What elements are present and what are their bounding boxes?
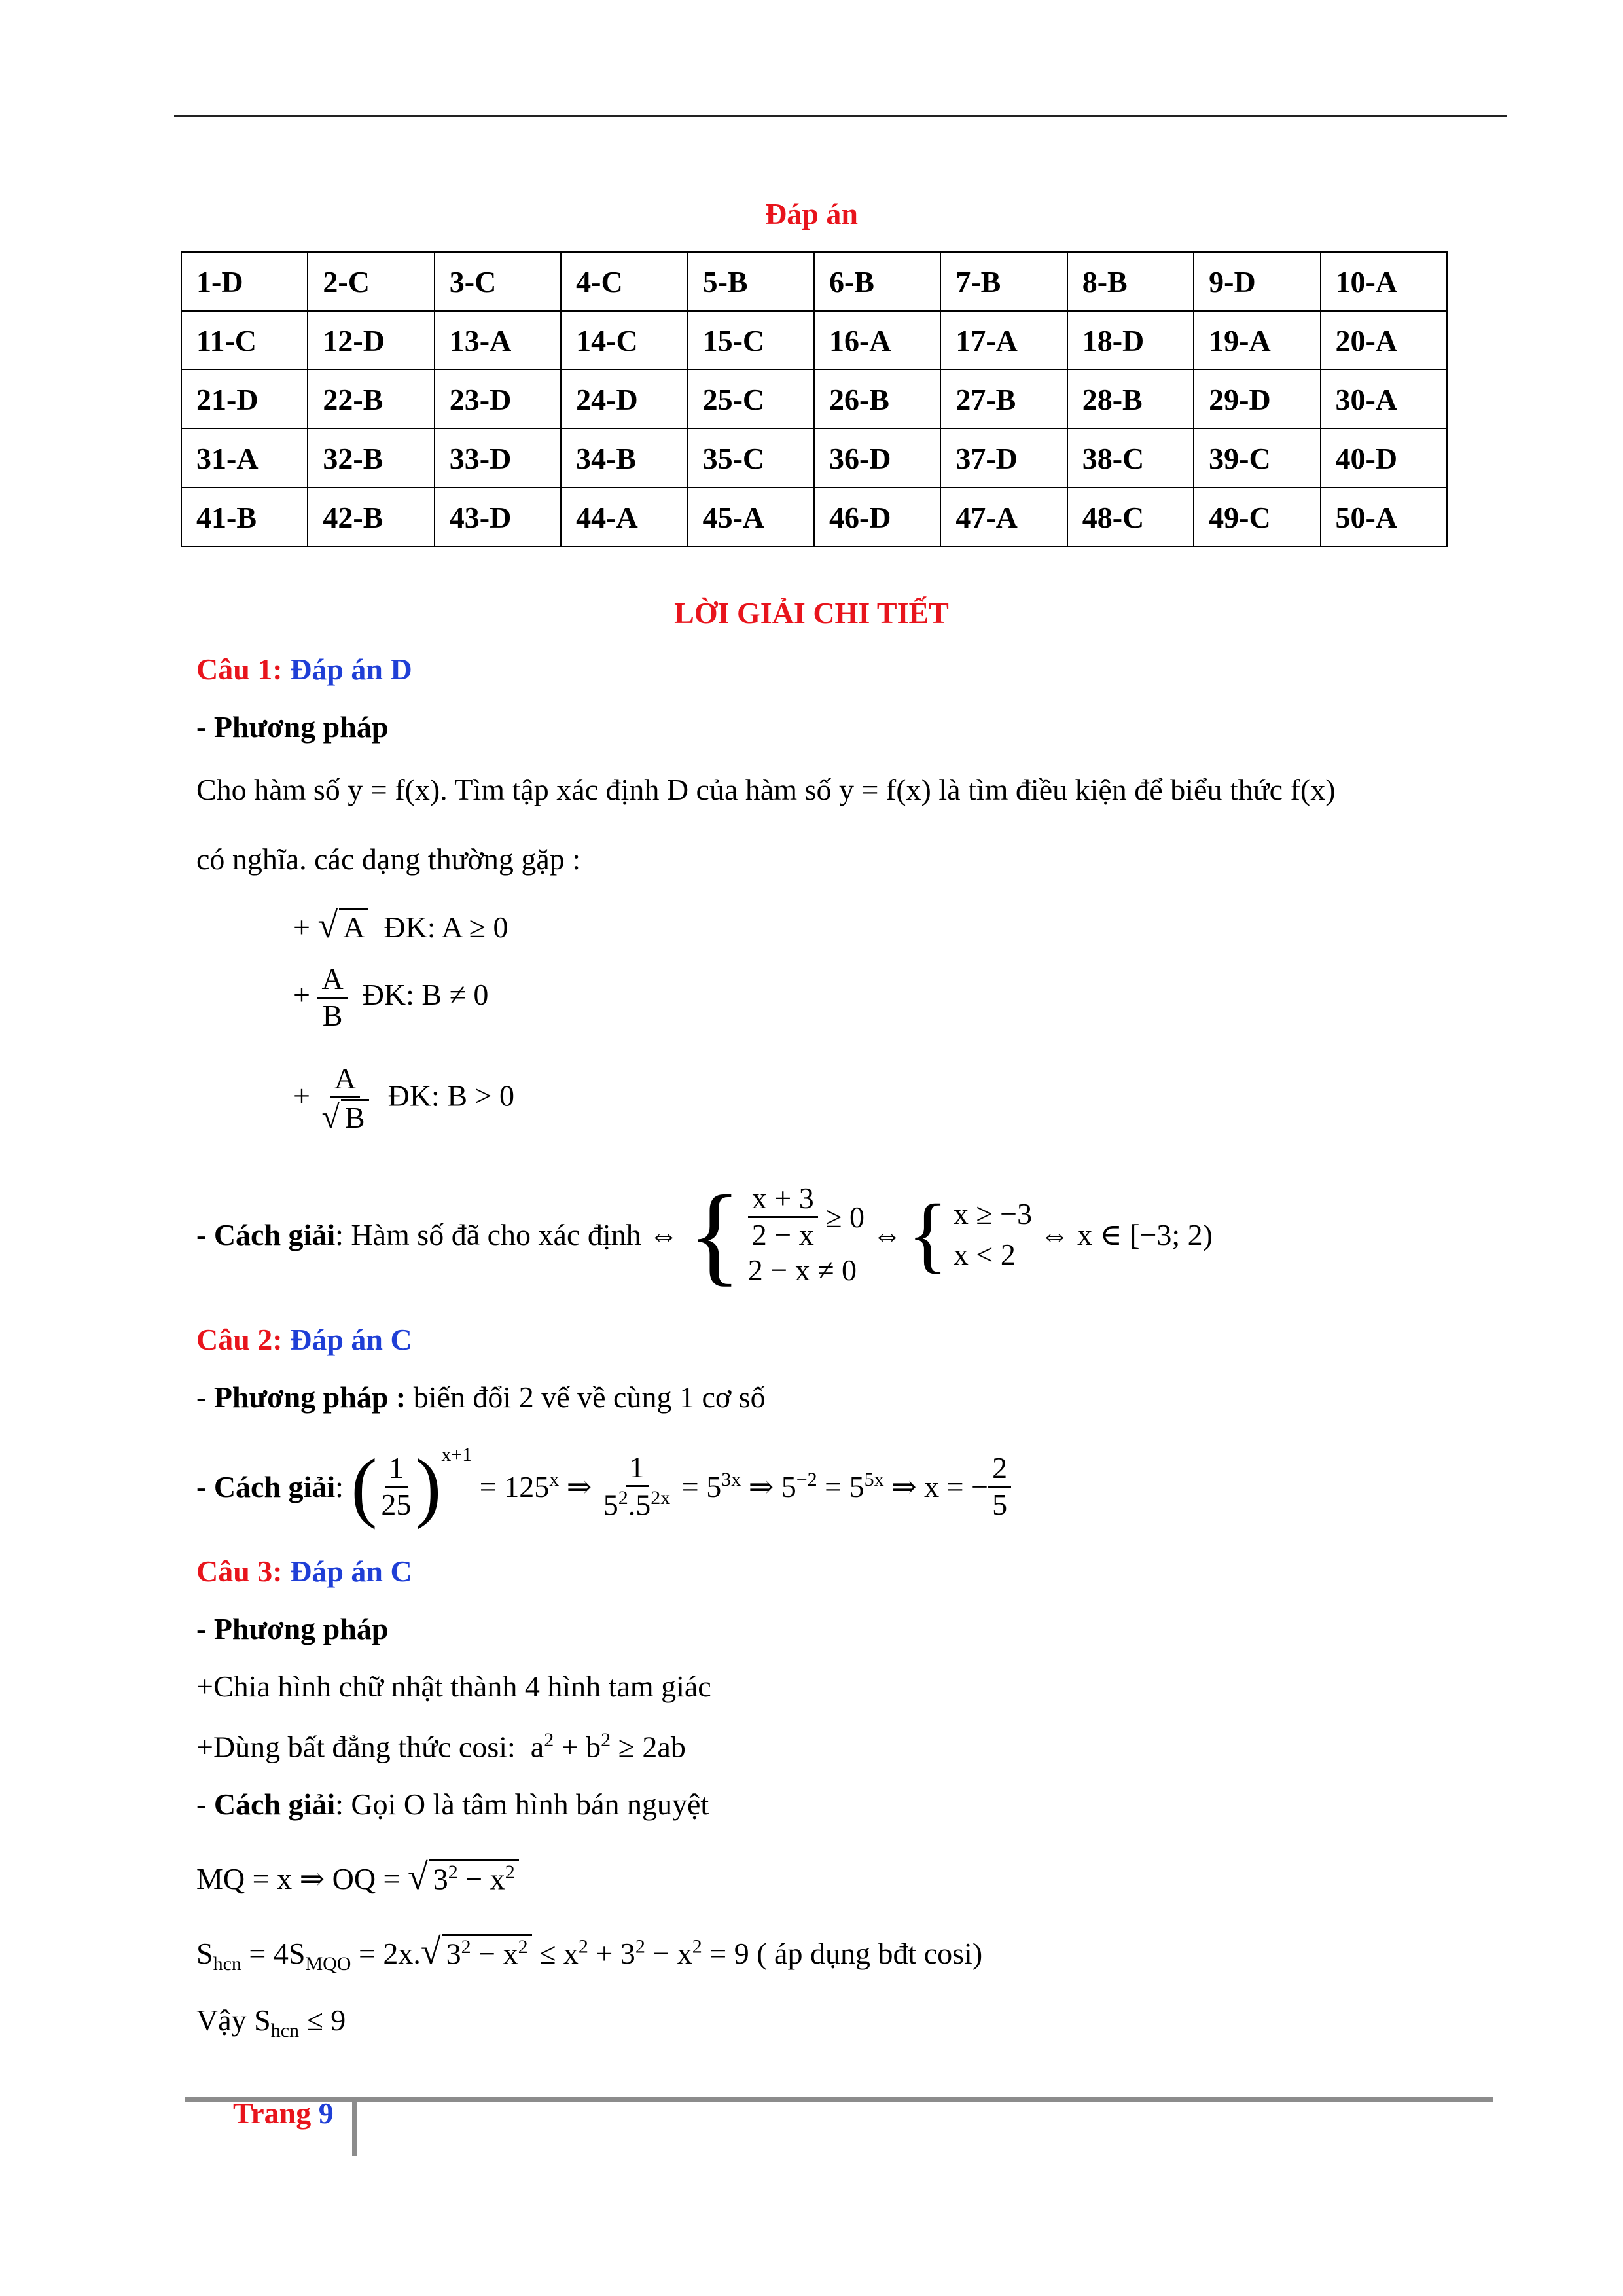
section-title: LỜI GIẢI CHI TIẾT (674, 596, 949, 630)
q1-sys1-num: x + 3 (748, 1181, 818, 1218)
answer-row (181, 252, 1447, 311)
q1-case3-cond: ĐK: B > 0 (387, 1079, 514, 1113)
q1-case2-cond: ĐK: B ≠ 0 (362, 977, 489, 1011)
answer-cell: 2-C (308, 252, 434, 311)
answer-cell: 6-B (814, 252, 940, 311)
q3-line3-a: Vậy S (196, 2003, 271, 2037)
q1-heading (196, 652, 412, 687)
q3-line2-sq3: 2 (578, 1935, 588, 1958)
q3-solve-label: - Cách giải (196, 1787, 336, 1821)
radical-icon: √ (408, 1857, 428, 1897)
brace-icon: { (907, 1187, 948, 1282)
q2-solution (196, 1437, 1011, 1535)
answer-cell: 41-B (181, 488, 308, 547)
q2-colon: : (335, 1469, 344, 1503)
answer-cell: 25-C (688, 370, 814, 429)
q1-case1-plus: + (293, 910, 310, 944)
answer-cell: 16-A (814, 311, 940, 370)
answer-cell: 8-B (1067, 252, 1194, 311)
answer-cell: 34-B (561, 429, 687, 488)
answer-cell: 50-A (1321, 488, 1447, 547)
answer-cell: 46-D (814, 488, 940, 547)
answer-cell: 13-A (435, 311, 561, 370)
answer-row (181, 370, 1447, 429)
answer-cell: 5-B (688, 252, 814, 311)
answer-row (181, 488, 1447, 547)
answer-cell: 36-D (814, 429, 940, 488)
answer-cell: 37-D (940, 429, 1067, 488)
answer-cell: 10-A (1321, 252, 1447, 311)
radical-icon: √ (317, 905, 338, 946)
q3-answer: Đáp án C (290, 1554, 412, 1588)
q1-iff: ⇔ (872, 1217, 902, 1251)
q2-eq2: = 5 (681, 1469, 722, 1503)
q2-arrow3: ⇒ x = − (891, 1470, 989, 1503)
q1-sys1-line2: 2 − x ≠ 0 (747, 1253, 857, 1287)
q1-system1 (748, 1181, 865, 1287)
q2-den-base2: .5 (628, 1488, 651, 1522)
q3-line2-sq2: 2 (518, 1935, 528, 1958)
brace-icon: { (688, 1173, 741, 1296)
answer-cell: 33-D (435, 429, 561, 488)
answer-cell: 35-C (688, 429, 814, 488)
q3-step2 (196, 1729, 686, 1764)
answer-cell: 47-A (940, 488, 1067, 547)
q2-den-exp1: 2 (618, 1486, 628, 1509)
answer-cell: 24-D (561, 370, 687, 429)
q3-line1-rad-a: 3 (433, 1862, 448, 1895)
answer-cell: 38-C (1067, 429, 1194, 488)
page-number: 9 (318, 2096, 334, 2130)
q1-method-label: - Phương pháp (196, 710, 389, 744)
q3-line1 (196, 1856, 519, 1898)
q3-line2-sub2: MQO (305, 1953, 351, 1975)
q3-line2-sub: hcn (213, 1953, 241, 1975)
q3-method-label: - Phương pháp (196, 1612, 389, 1645)
q1-solve-label: - Cách giải (196, 1217, 336, 1251)
q3-line2-rad-a: 3 (446, 1937, 461, 1970)
answer-cell: 27-B (940, 370, 1067, 429)
answer-cell: 44-A (561, 488, 687, 547)
q1-intro-b: . Tìm tập xác định D của hàm số y = f(x) là tìm điều kiện để biểu thức f(x) (440, 773, 1336, 806)
answer-cell: 42-B (308, 488, 434, 547)
answer-cell: 15-C (688, 311, 814, 370)
answer-cell: 49-C (1194, 488, 1320, 547)
q1-sys1-den: 2 − x (751, 1218, 814, 1251)
answer-title: Đáp án (765, 197, 858, 230)
answer-cell: 32-B (308, 429, 434, 488)
answer-cell: 21-D (181, 370, 308, 429)
answer-table (181, 251, 1448, 547)
q2-heading (196, 1322, 412, 1357)
answer-cell: 20-A (1321, 311, 1447, 370)
q3-step2-b: + b (554, 1730, 601, 1764)
q1-case3-frac (317, 1062, 372, 1136)
q3-step2-text: +Dùng bất đẳng thức cosi: (196, 1730, 516, 1764)
q1-answer: Đáp án D (290, 653, 412, 686)
q2-eq3: = 5 (825, 1469, 865, 1503)
q3-line2-f: − x (645, 1937, 692, 1970)
q2-den-base1: 5 (603, 1488, 618, 1522)
paren-left-icon: ( (351, 1443, 378, 1530)
q3-line1-rad-b: − x (457, 1862, 505, 1895)
q3-line2-sq1: 2 (461, 1935, 471, 1958)
q1-case1-cond: ĐK: A ≥ 0 (383, 910, 508, 944)
answer-cell: 30-A (1321, 370, 1447, 429)
q1-system2 (954, 1194, 1032, 1275)
q1-sys1-rel: ≥ 0 (825, 1200, 865, 1234)
q1-intro-line2: có nghĩa. các dạng thường gặp : (196, 842, 581, 876)
q3-line2-a: S (196, 1937, 213, 1970)
q3-line2-c: = 2x. (351, 1937, 421, 1970)
answer-cell: 9-D (1194, 252, 1320, 311)
q2-arrow1: ⇒ (566, 1470, 592, 1503)
answer-cell: 14-C (561, 311, 687, 370)
answer-cell: 4-C (561, 252, 687, 311)
footer-rule (185, 2097, 1493, 2102)
answer-cell: 40-D (1321, 429, 1447, 488)
header-rule (174, 115, 1507, 117)
q2-arrow2: ⇒ 5 (748, 1470, 796, 1503)
q3-line1-a: MQ = x ⇒ OQ = (196, 1862, 401, 1895)
q3-line2-g: = 9 (702, 1937, 749, 1970)
q1-case3-plus: + (293, 1079, 310, 1113)
paren-right-icon: ) (415, 1443, 442, 1530)
q3-line3-sub: hcn (270, 2020, 300, 2042)
q2-res-num: 2 (988, 1451, 1011, 1488)
q2-exp-5x: 5x (864, 1469, 884, 1490)
answer-cell: 39-C (1194, 429, 1320, 488)
q3-line3 (196, 2003, 346, 2042)
q1-case2-num: A (317, 962, 347, 999)
answer-cell: 45-A (688, 488, 814, 547)
answer-row (181, 429, 1447, 488)
answer-cell: 1-D (181, 252, 308, 311)
answer-cell: 29-D (1194, 370, 1320, 429)
q2-eq1: = 125 (479, 1469, 550, 1503)
q3-line2-rad-b: − x (471, 1937, 518, 1970)
q3-line2 (196, 1931, 982, 1975)
q3-sq2: 2 (601, 1729, 611, 1751)
q1-case1-rad: A (339, 908, 368, 944)
page-footer (233, 2096, 334, 2130)
q1-solve-text: : Hàm số đã cho xác định ⇔ (335, 1217, 679, 1251)
q3-line1-sq2: 2 (505, 1861, 515, 1883)
answer-cell: 11-C (181, 311, 308, 370)
q1-result: ⇔ x ∈ [−3; 2) (1039, 1218, 1213, 1251)
q1-case1 (293, 905, 508, 946)
q2-answer: Đáp án C (290, 1323, 412, 1356)
q3-line2-sq4: 2 (635, 1935, 645, 1958)
q3-line2-d: ≤ x (531, 1937, 579, 1970)
q1-intro-a: Cho hàm số (196, 773, 340, 806)
q1-case2-plus: + (293, 977, 310, 1011)
answer-cell: 12-D (308, 311, 434, 370)
q3-solve-text: : Gọi O là tâm hình bán nguyệt (335, 1787, 709, 1821)
q2-exp1: x+1 (441, 1444, 473, 1465)
answer-cell: 28-B (1067, 370, 1194, 429)
answer-cell: 23-D (435, 370, 561, 429)
q2-exp-x: x (549, 1469, 560, 1490)
q3-heading (196, 1554, 412, 1588)
q2-method-label: - Phương pháp : (196, 1380, 406, 1414)
q3-line2-sq5: 2 (692, 1935, 702, 1958)
q1-case3-num: A (330, 1062, 360, 1098)
answer-cell: 7-B (940, 252, 1067, 311)
q1-case3 (293, 1062, 514, 1136)
q1-label: Câu 1: (196, 653, 283, 686)
q1-solution (196, 1169, 1213, 1300)
radical-icon: √ (420, 1931, 441, 1972)
q2-method (196, 1380, 766, 1414)
q3-line3-b: ≤ 9 (299, 2003, 346, 2037)
q3-line1-sq1: 2 (448, 1861, 458, 1883)
q2-res-den: 5 (992, 1487, 1008, 1521)
q2-exp-m2: −2 (796, 1469, 817, 1490)
q2-den-exp2: 2x (651, 1486, 671, 1509)
q1-intro-expr: y = f(x) (348, 773, 440, 806)
q2-method-text: biến đổi 2 vế về cùng 1 cơ số (406, 1380, 766, 1414)
q1-sys2-line2: x < 2 (953, 1238, 1016, 1271)
q2-label: Câu 2: (196, 1323, 283, 1356)
answer-row (181, 311, 1447, 370)
q1-sys2-line1: x ≥ −3 (953, 1196, 1033, 1230)
answer-cell: 18-D (1067, 311, 1194, 370)
q3-step2-a: a (530, 1730, 544, 1764)
q3-label: Câu 3: (196, 1554, 283, 1588)
q3-sq1: 2 (544, 1729, 554, 1751)
q1-case3-den: B (341, 1099, 369, 1136)
q2-frac2-num: 1 (626, 1450, 649, 1487)
answer-cell: 17-A (940, 311, 1067, 370)
q2-solve-label: - Cách giải (196, 1469, 336, 1503)
q1-case2-frac (317, 962, 347, 1033)
q2-exp-3x: 3x (721, 1469, 741, 1490)
answer-cell: 43-D (435, 488, 561, 547)
footer-label: Trang (233, 2096, 312, 2130)
q2-base-den: 25 (381, 1487, 412, 1521)
answer-cell: 3-C (435, 252, 561, 311)
q1-case2 (293, 962, 488, 1033)
answer-cell: 19-A (1194, 311, 1320, 370)
q3-solve (196, 1787, 709, 1821)
q3-line2-b: = 4S (241, 1937, 306, 1970)
answer-cell: 48-C (1067, 488, 1194, 547)
answer-cell: 26-B (814, 370, 940, 429)
q3-line2-e: + 3 (588, 1937, 635, 1970)
q3-line2-note: ( áp dụng bđt cosi) (749, 1937, 983, 1970)
radical-icon: √ (321, 1098, 340, 1135)
q1-case2-den: B (322, 998, 343, 1032)
q2-base-num: 1 (385, 1451, 408, 1488)
q1-intro (196, 772, 1336, 807)
q3-step1: +Chia hình chữ nhật thành 4 hình tam giác (196, 1670, 711, 1703)
answer-cell: 31-A (181, 429, 308, 488)
q3-step2-c: ≥ 2ab (611, 1730, 686, 1764)
answer-cell: 22-B (308, 370, 434, 429)
footer-divider (352, 2098, 357, 2156)
